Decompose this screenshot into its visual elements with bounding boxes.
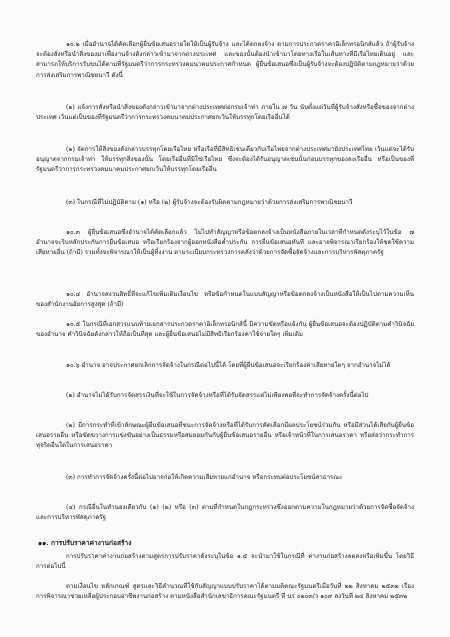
paragraph-10-6: ๑๐.๖ อำนาจ อาจประกาศยกเลิกการจัดจ้างในกรณีต่อไปนี้ได้ โดยที่ผู้ยื่นข้อเสนอจะเรียกร้องค่าเสียหายใดๆ จากอำนาจไม่ได้ (66, 362, 391, 369)
paragraph-10-4: ๑๐.๔ อำนาจสงวนสิทธิ์ที่จะแก้ไขเพิ่มเติมเงื่อนไข หรือข้อกำหนดในแบบสัญญาหรือข้อตกลงจ้างเป็นหนังสือให้เป็นไปตามความเห็นของสำนักงานอัยการสูงสุด (ถ้ามี) (36, 291, 414, 309)
paragraph-10-6-4: (๔) กรณีอื่นในทำนองเดียวกับ (๑) (๒) หรือ (๓) ตามที่กำหนดในกฎกระทรวงซึ่งออกตามความในกฎหมายว่าด้วยการจัดซื้อจัดจ้างและการบริหารพัสดุภาครัฐ (36, 504, 414, 522)
section-heading-11: ๑๑. การปรับราคาค่างานก่อสร้าง (38, 539, 132, 547)
paragraph-10-2-1: (๑) แจ้งการสั่งหรือนำสิ่งของดังกล่าวเข้ามาจากต่างประเทศต่อกรมเจ้าท่า ภายใน ๗ วัน นับตั้งแต่วันที่ผู้รับจ้างสั่งหรือซื้อของจากต่างประเทศ เว้นแต่เป็นของที่รัฐมนตรีว่าการกระทรวงคมนาคมประกาศยกเว้นให้บรรทุกโดยเรืออื่นได้ (36, 104, 414, 122)
paragraph-11-conditions: ตามเงื่อนไข หลักเกณฑ์ สูตรและวิธีคำนวณที่ใช้กับสัญญาแบบปรับราคาได้ตามมติคณะรัฐมนตรีเมื่อวันที่ ๒๒ สิงหาคม ๒๕๓๒ เรื่อง การพิจารณาช่วยเหลือผู้ประกอบอาชีพงานก่อสร้าง ตามหนังสือสำนักเลขาธิการคณะรัฐมนตรี ที่ นร ๐๒๐๓/ว ๑๐๙ ลงวันที่ ๒๔ สิงหาคม ๒๕๓๒ (36, 583, 414, 601)
paragraph-10-2-3: (๓) ในกรณีที่ไม่ปฏิบัติตาม (๑) หรือ (๒) ผู้รับจ้างจะต้องรับผิดตามกฎหมายว่าด้วยการส่งเสริมการพาณิชยนาวี (66, 199, 353, 206)
paragraph-10-2-2: (๒) จัดการให้สิ่งของดังกล่าวบรรทุกโดยเรือไทย หรือเรือที่มีสิทธิเช่นเดียวกับเรือไทยจากต่างประเทศมายังประเทศไทย เว้นแต่จะได้รับอนุญาตจากกรมเจ้าท่า ให้บรรทุกสิ่งของนั้น โดยเรืออื่นที่มิใช่เรือไทย ซึ่งจะต้องได้รับอนุญาตเช่นนั้นก่อนบรรทุกของลงเรืออื่น หรือเป็นของที่รัฐมนตรีว่าการกระทรวงคมนาคมประกาศยกเว้นให้บรรทุกโดยเรืออื่น (36, 146, 414, 174)
paragraph-10-2: ๑๐.๒ เมื่ออำนาจได้คัดเลือกผู้ยื่นข้อเสนอรายใดให้เป็นผู้รับจ้าง และได้ตกลงจ้าง ตามการประกวดราคาอิเล็กทรอนิกส์แล้ว ถ้าผู้รับจ้างจะต้องสั่งหรือนำสิ่งของมาเพื่องานจ้างดังกล่าวเข้ามาจากต่างประเทศ และของนั้นต้องนำเข้ามาโดยทางเรือในเส้นทางที่มีเรือไทยเดินอยู่ และสามารถให้บริการรับขนได้ตามที่รัฐมนตรีว่าการกระทรวงคมนาคมประกาศกำหนด ผู้ยื่นข้อเสนอซึ่งเป็นผู้รับจ้างจะต้องปฏิบัติตามกฎหมายว่าด้วยการส่งเสริมการพาณิชยนาวี ดังนี้ (36, 41, 414, 79)
paragraph-10-6-1: (๑) อำนาจไม่ได้รับการจัดสรรเงินที่จะใช้ในการจัดจ้างหรือที่ได้รับจัดสรรแต่ไม่เพียงพอที่จะทำการจัดจ้างครั้งนี้ต่อไป (66, 392, 369, 399)
paragraph-10-3: ๑๐.๓ ผู้ยื่นข้อเสนอซึ่งอำนาจได้คัดเลือกแล้ว ไม่ไปทำสัญญาหรือข้อตกลงจ้างเป็นหนังสือภายในเวลาที่กำหนดดังระบุไว้ในข้อ ๗ อำนาจจะริบหลักประกันการยื่นข้อเสนอ หรือเรียกร้องจากผู้ออกหนังสือค้ำประกัน การยื่นข้อเสนอทันที และอาจพิจารณาเรียกร้องให้ชดใช้ความเสียหายอื่น (ถ้ามี) รวมทั้งจะพิจารณาให้เป็นผู้ทิ้งงาน ตามระเบียบกระทรวงการคลังว่าด้วยการจัดซื้อจัดจ้างและการบริหารพัสดุภาครัฐ (36, 229, 414, 257)
paragraph-11-intro: การปรับราคาค่างานก่อสร้างตามสูตรการปรับราคาดังระบุในข้อ ๑.๕ จะนำมาใช้ในกรณีที่ ค่างานก่อสร้างลดลงหรือเพิ่มขึ้น โดยวิธีการต่อไปนี้ (36, 553, 414, 571)
paragraph-10-6-2: (๒) มีการกระทำที่เข้าลักษณะผู้ยื่นข้อเสนอที่ชนะการจัดจ้างหรือที่ได้รับการคัดเลือกมีผลประโยชน์ร่วมกัน หรือมีส่วนได้เสียกับผู้ยื่นข้อเสนอรายอื่น หรือขัดขวางการแข่งขันอย่างเป็นธรรมหรือสมยอมกันกับผู้ยื่นข้อเสนอรายอื่น หรือเจ้าหน้าที่ในการเสนอราคา หรือส่อว่ากระทำการทุจริตอื่นใดในการเสนอราคา (36, 422, 414, 450)
paragraph-10-5: ๑๐.๕ ในกรณีที่เอกสารแนบท้ายเอกสารประกวดราคาอิเล็กทรอนิกส์นี้ มีความขัดหรือแย้งกัน ผู้ยื่นข้อเสนอจะต้องปฏิบัติตามคำวินิจฉัยของอำนาจ คำวินิจฉัยดังกล่าวให้ถือเป็นที่สุด และผู้ยื่นข้อเสนอไม่มีสิทธิเรียกร้องค่าใช้จ่ายใดๆ เพิ่มเติม (36, 321, 414, 339)
paragraph-10-6-3: (๓) การทำการจัดจ้างครั้งนี้ต่อไปอาจก่อให้เกิดความเสียหายแก่อำนาจ หรือกระทบต่อประโยชน์สาธารณะ (66, 474, 343, 481)
